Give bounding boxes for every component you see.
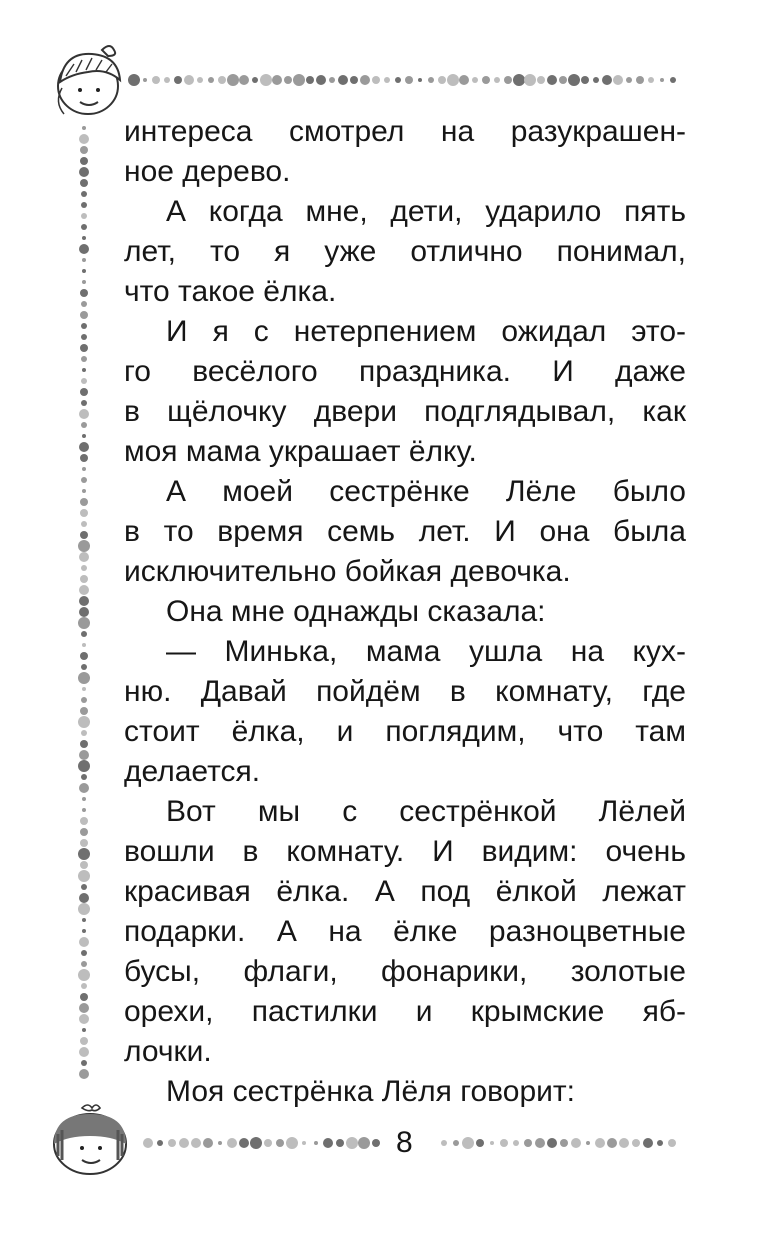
border-dot (350, 76, 358, 84)
border-dot (81, 224, 87, 230)
paragraph (124, 632, 686, 792)
border-dot (602, 75, 612, 85)
border-dot (80, 179, 88, 187)
border-dot (643, 1138, 653, 1148)
text-line: стоит ёлка, и поглядим, что там (124, 715, 686, 748)
text-line: орехи, пастилки и крымские яб- (124, 995, 686, 1028)
border-dot (657, 1140, 663, 1146)
border-dot (513, 1140, 519, 1146)
text-line: интереса смотрел на разукрашен- (124, 115, 686, 148)
border-dot (184, 75, 194, 85)
paragraph (124, 312, 686, 472)
border-dot (79, 937, 89, 947)
border-dot (560, 1139, 568, 1147)
paragraph (124, 792, 686, 1072)
border-dot (82, 643, 86, 647)
text-line: исключительно бойкая девочка. (124, 555, 571, 588)
border-dot (252, 77, 258, 83)
border-dot (80, 652, 88, 660)
border-dot (395, 77, 401, 83)
border-dot (82, 126, 86, 130)
border-dot (670, 77, 676, 83)
text-line: А моей сестрёнке Лёле было (166, 475, 686, 508)
border-dot (428, 77, 434, 83)
border-dot (636, 76, 644, 84)
border-dot (80, 344, 88, 352)
border-dot (78, 903, 90, 915)
border-dot (476, 1139, 484, 1147)
girl-face-bottom-icon (42, 1100, 134, 1180)
border-dot (203, 1138, 213, 1148)
border-dot (81, 983, 87, 989)
border-dot (81, 213, 87, 219)
border-dot (535, 1138, 545, 1148)
paragraph (124, 112, 686, 192)
border-dot (82, 236, 86, 240)
border-dot (336, 1139, 344, 1147)
border-dot (179, 1138, 189, 1148)
border-dot (607, 1138, 617, 1148)
text-line: в то время семь лет. И она была (124, 515, 686, 548)
border-dot (79, 442, 89, 452)
border-dot (191, 1138, 201, 1148)
text-line: делается. (124, 755, 261, 788)
border-dot (152, 76, 160, 84)
paragraph (124, 592, 686, 632)
border-dot (648, 77, 654, 83)
border-dot (372, 76, 380, 84)
border-dot (80, 531, 88, 539)
text-line: Моя сестрёнка Лёля говорит: (166, 1075, 575, 1108)
border-dot (79, 750, 89, 760)
border-dot (438, 76, 446, 84)
border-dot (418, 78, 422, 82)
border-dot (164, 77, 170, 83)
border-dot (626, 77, 632, 83)
border-dot (79, 1069, 89, 1079)
border-dot (80, 993, 88, 1001)
border-dot (482, 76, 490, 84)
paragraph (124, 1072, 686, 1112)
border-dot (447, 74, 459, 86)
border-dot (79, 244, 89, 254)
border-dot (346, 1137, 358, 1149)
border-dot (82, 918, 86, 922)
text-line: ное дерево. (124, 155, 291, 188)
border-dot (384, 77, 390, 83)
border-dot (174, 76, 182, 84)
border-dot (78, 870, 90, 882)
border-dot (80, 146, 88, 154)
border-dot (81, 1060, 87, 1066)
border-dot (586, 1141, 590, 1145)
border-dot (81, 774, 87, 780)
border-dot (82, 929, 86, 933)
border-dot (78, 848, 90, 860)
border-dot (81, 950, 87, 956)
border-dot (462, 1137, 474, 1149)
border-dot (80, 839, 88, 847)
border-dot (80, 498, 88, 506)
border-dot (157, 1140, 163, 1146)
text-line: лочки. (124, 1035, 212, 1068)
border-dot (316, 75, 326, 85)
border-dot (80, 1037, 88, 1045)
border-dot (453, 1140, 459, 1146)
border-dot (504, 76, 512, 84)
border-dot (81, 521, 87, 527)
text-line: красивая ёлка. А под ёлкой лежат (124, 875, 686, 908)
border-dot (323, 1138, 333, 1148)
text-line: моя мама украшает ёлку. (124, 435, 477, 468)
border-dot (250, 1137, 262, 1149)
border-dot (143, 1138, 153, 1148)
border-dot (472, 77, 478, 83)
story-text (124, 112, 686, 1112)
border-dot (537, 76, 545, 84)
border-dot (80, 861, 88, 869)
border-dot (490, 1141, 494, 1145)
border-dot (306, 76, 314, 84)
border-dot (314, 1141, 318, 1145)
border-dot (286, 1137, 298, 1149)
border-dot (78, 969, 90, 981)
border-dot (82, 280, 86, 284)
border-dot (80, 157, 88, 165)
border-dot (372, 1139, 380, 1147)
border-dot (660, 78, 664, 82)
border-dot (197, 77, 203, 83)
paragraph (124, 472, 686, 592)
border-dot (82, 489, 86, 493)
border-dot (571, 1138, 581, 1148)
text-line: И я с нетерпением ожидал это- (166, 315, 686, 348)
border-dot (80, 740, 88, 748)
border-dot (79, 596, 89, 606)
border-dot (80, 311, 88, 319)
text-line: го весёлого праздника. И даже (124, 355, 686, 388)
text-line: вошли в комнату. И видим: очень (124, 835, 686, 868)
border-dot (208, 77, 214, 83)
border-dot (80, 388, 88, 396)
text-line: что такое ёлка. (124, 275, 337, 308)
border-dot (78, 617, 90, 629)
border-dot (82, 808, 86, 812)
border-dot (227, 74, 239, 86)
border-dot (82, 797, 86, 801)
page-number: 8 (396, 1126, 413, 1159)
border-dot (284, 76, 292, 84)
border-dot (218, 1141, 222, 1145)
border-dot (81, 356, 87, 362)
text-line: ню. Давай пойдём в комнату, где (124, 675, 686, 708)
border-dot (81, 334, 87, 340)
border-dot (79, 552, 89, 562)
border-dot (632, 1139, 640, 1147)
text-line: лет, то я уже отлично понимал, (124, 235, 686, 268)
border-dot (547, 75, 557, 85)
border-dot (218, 76, 226, 84)
border-dot (82, 467, 86, 471)
border-dot (79, 607, 89, 617)
text-line: — Минька, мама ушла на кух- (166, 635, 686, 668)
text-line: в щёлочку двери подглядывал, как (124, 395, 686, 428)
border-dot (79, 134, 89, 144)
border-dot (78, 760, 90, 772)
border-dot (81, 400, 87, 406)
border-dot (168, 1139, 176, 1147)
border-dot (82, 687, 86, 691)
border-dot (81, 301, 87, 307)
text-line: бусы, флаги, фонарики, золотые (124, 955, 686, 988)
border-dot (81, 323, 87, 329)
border-dot (79, 1003, 89, 1013)
border-dot (78, 716, 90, 728)
border-dot (613, 75, 623, 85)
border-dot (260, 74, 272, 86)
border-dot (80, 289, 88, 297)
border-dot (239, 75, 249, 85)
border-dot (81, 202, 87, 208)
border-dot (81, 664, 87, 670)
border-dot (82, 258, 86, 262)
border-dot (581, 76, 589, 84)
border-dot (494, 77, 500, 83)
border-dot (81, 730, 87, 736)
border-dot (593, 77, 599, 83)
border-dot (568, 74, 580, 86)
border-dot (80, 454, 88, 462)
border-dot (82, 269, 86, 273)
border-dot (78, 540, 90, 552)
border-dot (547, 1138, 557, 1148)
border-dot (81, 191, 87, 197)
border-dot (81, 422, 87, 428)
border-dot (293, 74, 305, 86)
border-dot (272, 75, 282, 85)
border-dot (80, 817, 88, 825)
border-dot (79, 167, 89, 177)
border-dot (559, 76, 567, 84)
border-dot (276, 1139, 284, 1147)
border-dot (82, 1028, 86, 1032)
border-dot (338, 75, 348, 85)
border-dot (79, 783, 89, 793)
border-dot (81, 631, 87, 637)
border-dot (81, 378, 87, 384)
border-dot (79, 585, 89, 595)
border-dot (81, 565, 87, 571)
border-dot (81, 697, 87, 703)
border-dot (595, 1138, 605, 1148)
border-dot (80, 828, 88, 836)
border-dot (500, 1139, 508, 1147)
border-dot (80, 575, 88, 583)
border-dot (360, 75, 370, 85)
text-line: Вот мы с сестрёнкой Лёлей (166, 795, 686, 828)
border-dot (524, 1139, 532, 1147)
border-dot (80, 707, 88, 715)
girl-face-top-icon (44, 42, 132, 122)
border-dot (81, 477, 87, 483)
text-line: подарки. А на ёлке разноцветные (124, 915, 686, 948)
border-dot (79, 893, 89, 903)
text-line: Она мне однажды сказала: (166, 595, 546, 628)
border-dot (358, 1137, 370, 1149)
paragraph (124, 192, 686, 312)
border-dot (668, 1139, 676, 1147)
border-dot (524, 74, 536, 86)
border-dot (459, 75, 469, 85)
border-dot (227, 1138, 237, 1148)
border-dot (264, 1139, 272, 1147)
border-dot (79, 1014, 89, 1024)
border-dot (81, 884, 87, 890)
border-dot (619, 1138, 629, 1148)
border-dot (78, 672, 90, 684)
border-dot (405, 76, 413, 84)
border-dot (80, 509, 88, 517)
border-dot (143, 78, 147, 82)
border-dot (302, 1141, 306, 1145)
border-dot (82, 434, 86, 438)
border-dot (79, 1047, 89, 1057)
text-line: А когда мне, дети, ударило пять (166, 195, 686, 228)
border-dot (329, 77, 335, 83)
border-dot (79, 409, 89, 419)
border-dot (82, 368, 86, 372)
border-dot (441, 1140, 447, 1146)
border-dot (239, 1138, 249, 1148)
border-dot (81, 961, 87, 967)
